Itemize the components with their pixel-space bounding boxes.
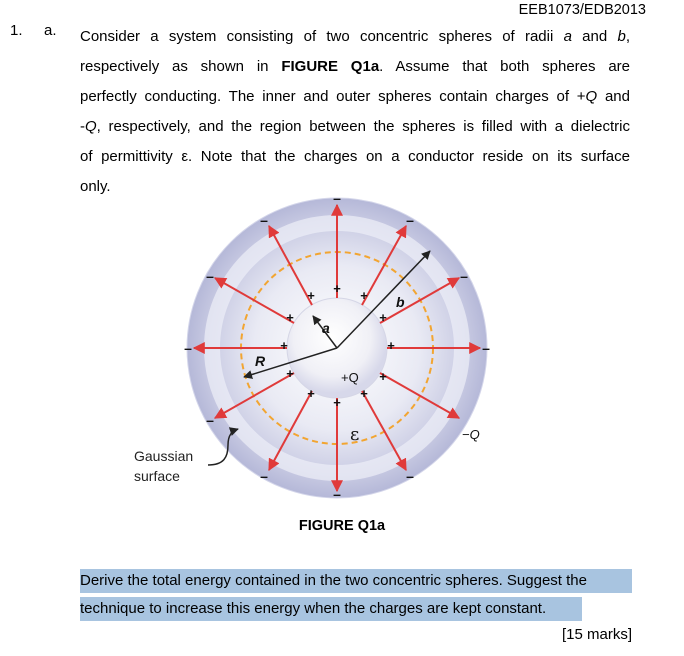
svg-text:+: + bbox=[360, 288, 368, 303]
svg-text:–: – bbox=[206, 412, 214, 428]
svg-text:+: + bbox=[387, 338, 395, 353]
label-minus-q: −Q bbox=[462, 427, 480, 442]
question-text bbox=[80, 22, 630, 202]
svg-text:+: + bbox=[360, 386, 368, 401]
svg-text:–: – bbox=[260, 212, 268, 228]
figure-caption: FIGURE Q1a bbox=[298, 518, 386, 534]
svg-text:+: + bbox=[333, 281, 341, 296]
label-a: a bbox=[322, 320, 330, 336]
svg-text:–: – bbox=[333, 486, 341, 502]
svg-text:–: – bbox=[260, 468, 268, 484]
svg-text:+: + bbox=[379, 310, 387, 325]
task-line-2: technique to increase this energy when the charges are kept constant. bbox=[80, 597, 582, 621]
svg-text:+: + bbox=[307, 288, 315, 303]
svg-text:–: – bbox=[482, 340, 490, 356]
svg-text:+: + bbox=[307, 386, 315, 401]
label-gaussian: Gaussian bbox=[134, 448, 194, 464]
svg-text:–: – bbox=[206, 268, 214, 284]
svg-text:–: – bbox=[333, 190, 341, 206]
question-line: only. bbox=[80, 178, 111, 195]
question-line: Consider a system consisting of two concentric spheres of radii a and b, bbox=[80, 28, 630, 45]
question-number: 1. bbox=[10, 22, 23, 39]
svg-text:+: + bbox=[379, 369, 387, 384]
label-epsilon: ε bbox=[350, 424, 360, 445]
label-plus-q: +Q bbox=[341, 370, 359, 385]
marks: [15 marks] bbox=[561, 626, 632, 643]
svg-text:–: – bbox=[184, 340, 192, 356]
svg-text:+: + bbox=[286, 310, 294, 325]
question-part: a. bbox=[44, 22, 57, 39]
svg-text:+: + bbox=[286, 366, 294, 381]
svg-text:+: + bbox=[333, 395, 341, 410]
svg-text:–: – bbox=[406, 468, 414, 484]
course-code: EEB1073/EDB2013 bbox=[518, 2, 646, 18]
task-line-1: Derive the total energy contained in the two concentric spheres. Suggest the bbox=[80, 569, 632, 593]
svg-text:+: + bbox=[280, 338, 288, 353]
svg-text:–: – bbox=[406, 212, 414, 228]
question-line: respectively as shown in FIGURE Q1a. Assume that both spheres are bbox=[80, 58, 631, 75]
question-line: perfectly conducting. The inner and outer spheres contain charges of +Q and bbox=[80, 88, 630, 105]
concentric-spheres-figure bbox=[124, 185, 504, 515]
label-r: R bbox=[255, 353, 266, 369]
label-b: b bbox=[396, 294, 405, 310]
svg-text:–: – bbox=[460, 268, 468, 284]
question-line: -Q, respectively, and the region between the spheres is filled with a dielectric bbox=[80, 118, 630, 135]
label-surface: surface bbox=[134, 468, 180, 484]
question-line: of permittivity ε. Note that the charges on a conductor reside on its surface bbox=[80, 148, 630, 165]
